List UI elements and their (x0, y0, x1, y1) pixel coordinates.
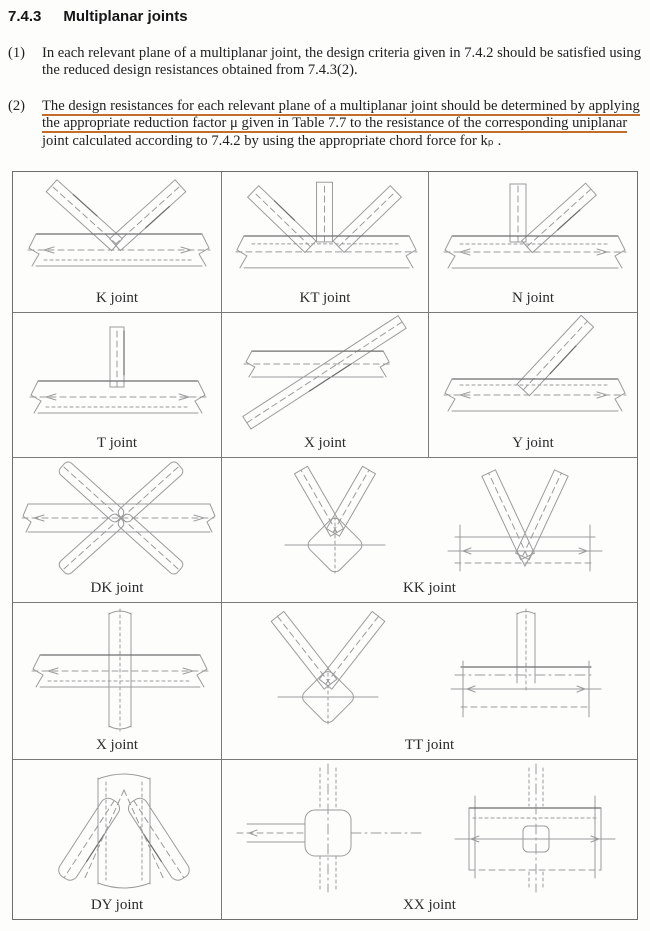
paragraph-2-marker: (2) (8, 98, 26, 114)
text-line: the reduced design resistances obtained from 7.4.3(2). (42, 62, 358, 79)
figure-cell-n-joint (429, 172, 637, 313)
figure-cell-k-joint (13, 172, 222, 313)
figure-cell-label: XX joint (403, 897, 456, 913)
dk-joint-diagram (13, 458, 221, 579)
text-line (42, 115, 646, 132)
dy-joint-diagram (13, 760, 221, 896)
paragraph-2 (8, 98, 646, 150)
highlighted-text: the appropriate reduction factor μ given in Table 7.7 to the resistance of the corresponding uniplanar (42, 115, 628, 132)
n-joint-diagram (429, 172, 637, 289)
figure-cell-x-joint-through (13, 603, 222, 760)
figure-cell-label: Y joint (512, 435, 554, 451)
figure-cell-label: N joint (511, 290, 555, 306)
figure-cell-label: DK joint (90, 580, 144, 596)
figure-cell-kt-joint (222, 172, 429, 313)
figure-cell-label: X joint (95, 737, 139, 753)
k-joint-diagram (13, 172, 221, 289)
y-joint-diagram (429, 313, 637, 434)
paragraph-1 (8, 45, 646, 80)
text-line (42, 98, 646, 115)
figure-cell-label: DY joint (90, 897, 144, 913)
joint-types-figure-table (12, 171, 638, 920)
figure-cell-xx-joint (222, 760, 637, 919)
tt-joint-diagram (222, 603, 637, 736)
paragraph-1-body (42, 45, 646, 80)
x-joint-through-diagram (13, 603, 221, 736)
figure-cell-t-joint (13, 313, 222, 458)
figure-cell-kk-joint (222, 458, 637, 603)
t-joint-diagram (13, 313, 221, 434)
figure-cell-y-joint (429, 313, 637, 458)
figure-cell-label: T joint (96, 435, 138, 451)
figure-cell-label: KT joint (299, 290, 351, 306)
x-joint-diagram (222, 313, 428, 434)
figure-cell-label: X joint (303, 435, 347, 451)
paragraph-1-marker: (1) (8, 45, 26, 61)
section-title: Multiplanar joints (63, 8, 188, 25)
figure-cell-label: KK joint (403, 580, 456, 596)
figure-cell-label: K joint (95, 290, 139, 306)
figure-cell-x-joint-brace (222, 313, 429, 458)
xx-joint-diagram (222, 760, 637, 896)
highlighted-text: The design resistances for each relevant plane of a multiplanar joint should be determined by applying (42, 98, 640, 114)
text-line: joint calculated according to 7.4.2 by using the appropriate chord force for kₚ . (42, 132, 502, 149)
text-line: In each relevant plane of a multiplanar joint, the design criteria given in 7.4.2 should be satisfied using (42, 45, 641, 61)
section-heading (8, 8, 188, 25)
figure-cell-label: TT joint (404, 737, 455, 753)
kk-joint-diagram (222, 458, 637, 579)
section-number: 7.4.3 (8, 8, 42, 25)
figure-cell-dy-joint (13, 760, 222, 919)
kt-joint-diagram (222, 172, 428, 289)
figure-cell-tt-joint (222, 603, 637, 760)
figure-cell-dk-joint (13, 458, 222, 603)
paragraph-2-body (42, 98, 646, 150)
